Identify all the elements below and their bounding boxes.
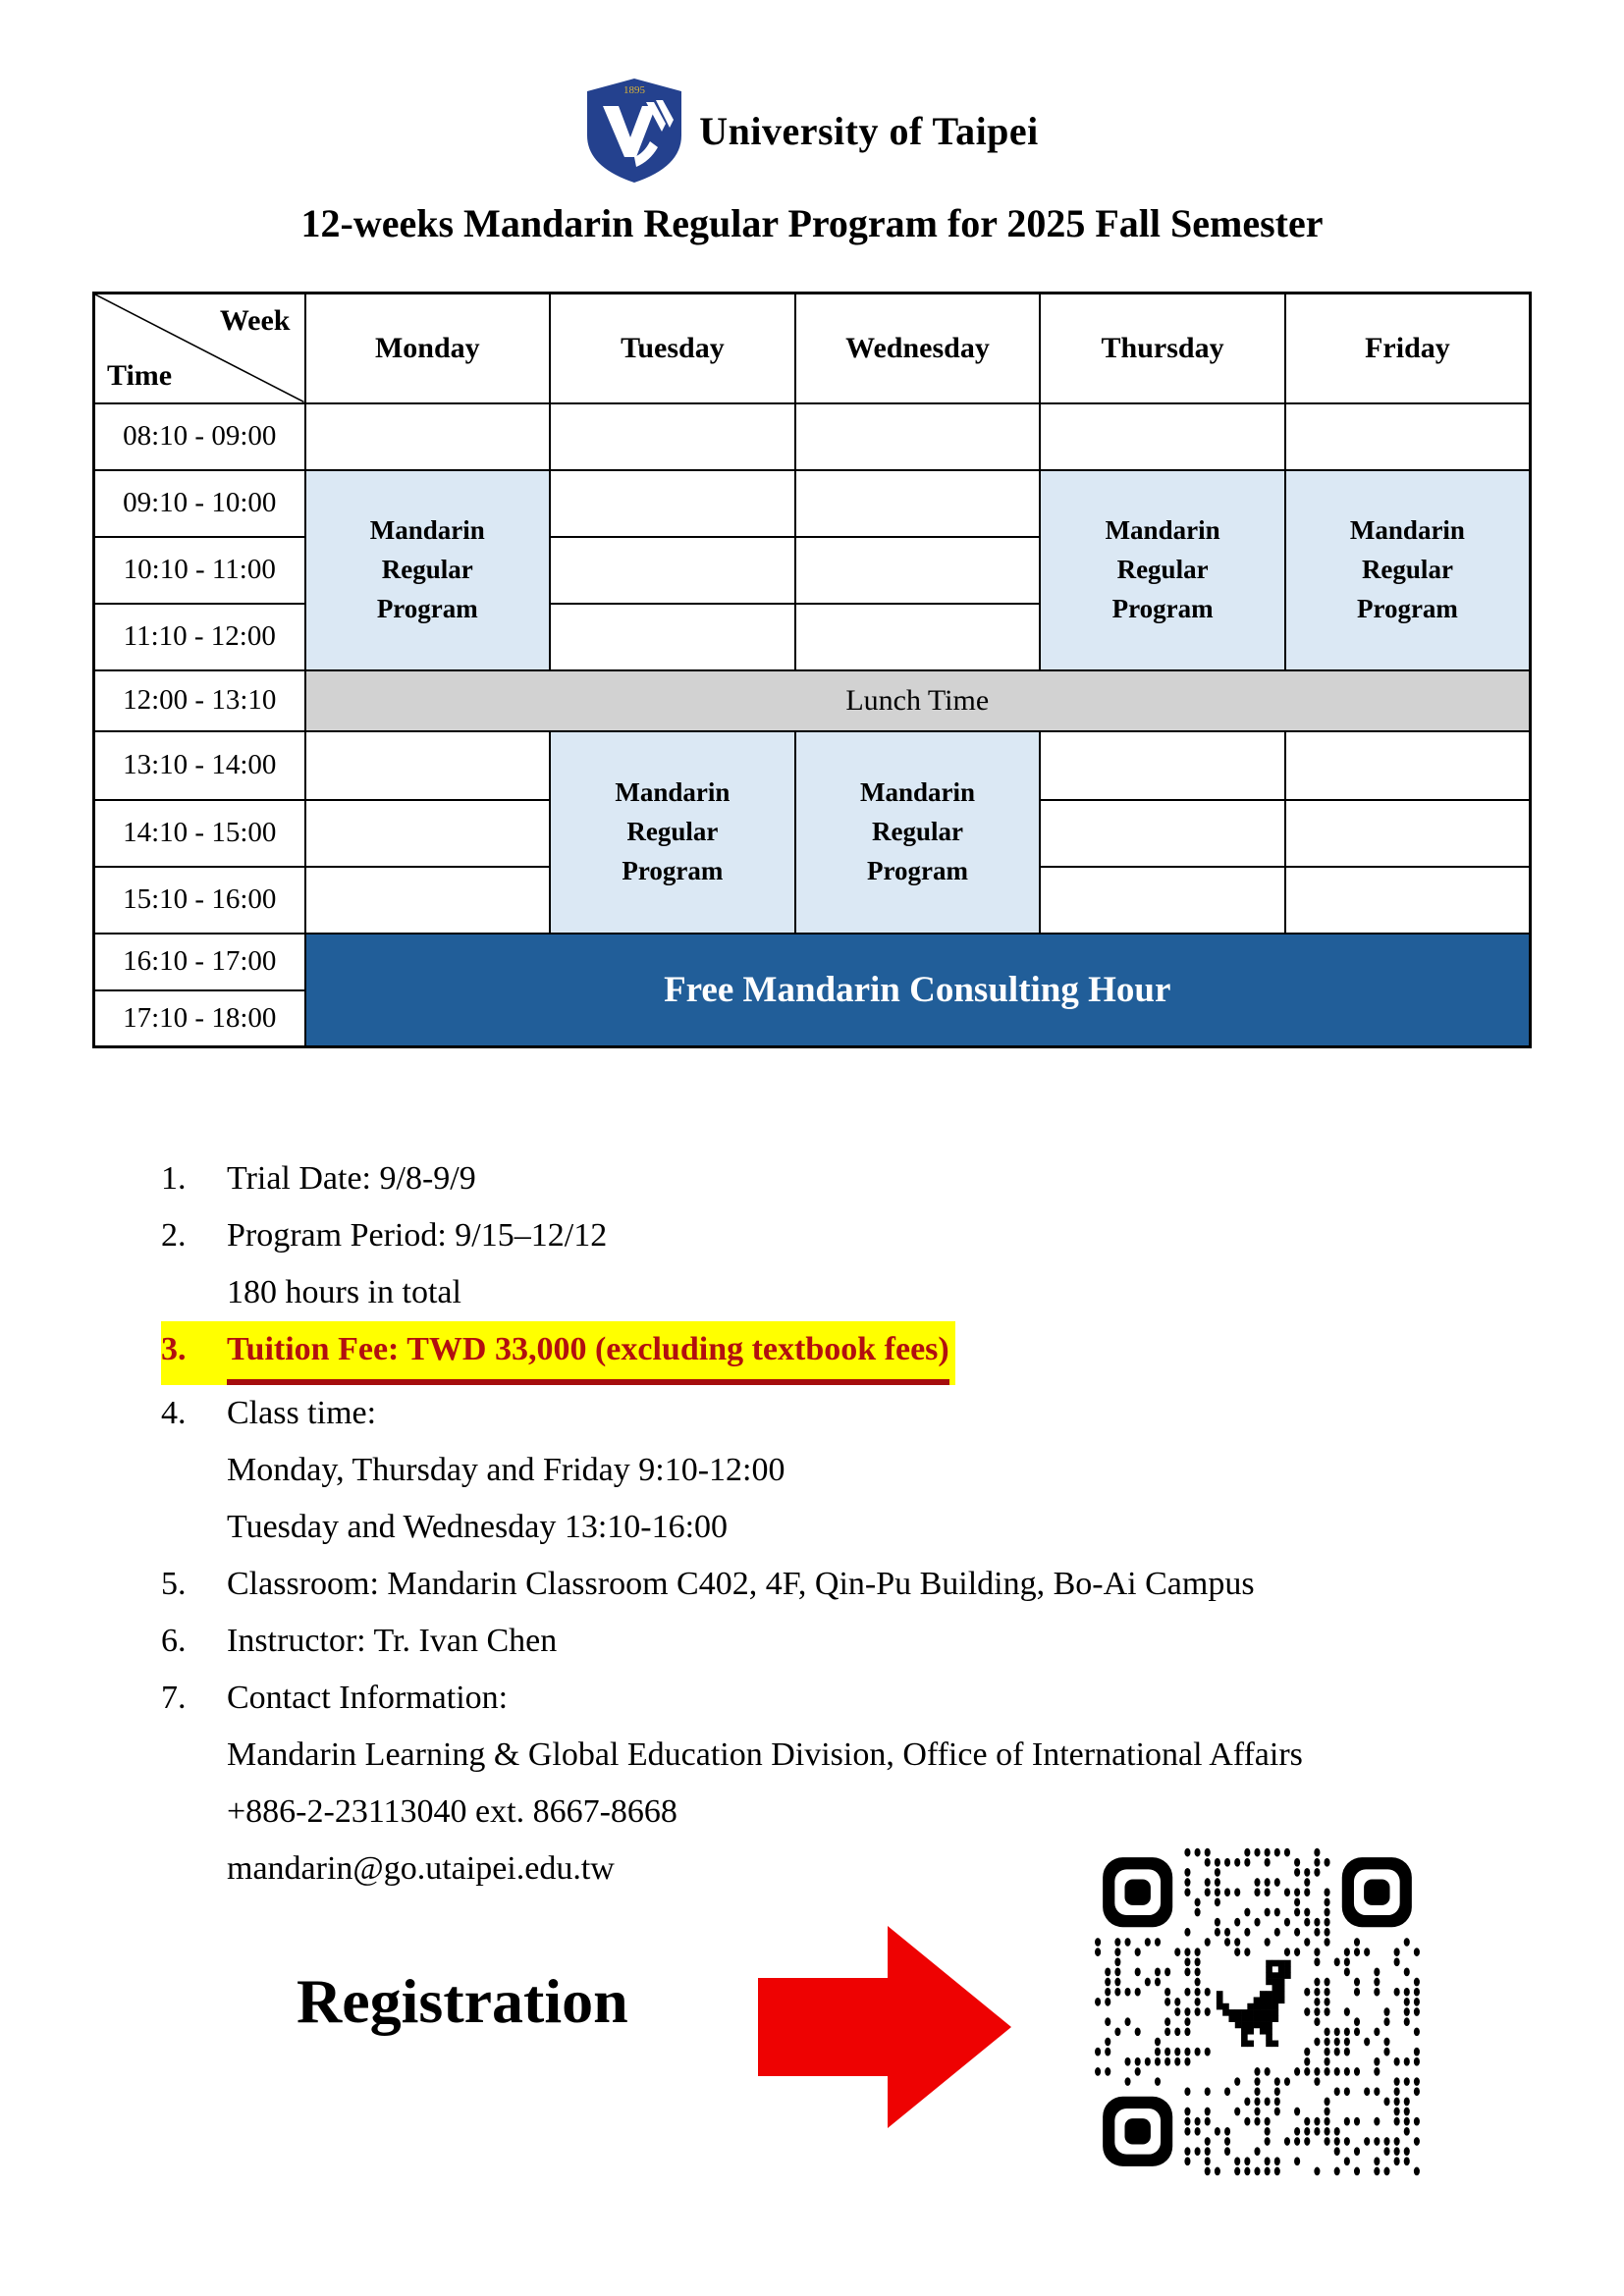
item-number: 2. [161, 1217, 187, 1254]
time-slot-cell: 08:10 - 09:00 [94, 403, 305, 470]
day-header-thursday: Thursday [1040, 294, 1285, 403]
empty-cell [1040, 403, 1285, 470]
list-item-continuation [161, 1499, 1624, 1556]
class-cell-monday-morning [305, 470, 551, 670]
class-label-line: Mandarin [1349, 515, 1465, 545]
item-text: Tuesday and Wednesday 13:10-16:00 [227, 1509, 729, 1545]
timetable [92, 292, 1532, 1048]
class-label-line: Regular [381, 555, 473, 584]
class-label-line: Program [1111, 594, 1214, 623]
time-slot-cell: 11:10 - 12:00 [94, 604, 305, 670]
class-cell-wednesday-afternoon [795, 731, 1041, 934]
class-label-line: Regular [1116, 555, 1209, 584]
corner-cell [94, 294, 305, 403]
class-label-line: Mandarin [859, 777, 975, 807]
item-number: 4. [161, 1395, 187, 1431]
item-text: Mandarin Learning & Global Education Division, Office of International Affairs [227, 1736, 1303, 1773]
item-number: 1. [161, 1160, 187, 1197]
time-slot-cell: 12:00 - 13:10 [94, 670, 305, 731]
lunch-cell: Lunch Time [305, 670, 1531, 731]
registration-label: Registration [297, 1966, 628, 2036]
list-item-highlighted [161, 1321, 955, 1385]
day-header-tuesday: Tuesday [550, 294, 795, 403]
time-slot-cell: 17:10 - 18:00 [94, 990, 305, 1047]
empty-cell [795, 604, 1041, 670]
class-label-line: Program [1356, 594, 1458, 623]
empty-cell [305, 867, 551, 934]
tuition-fee-text: Tuition Fee: TWD 33,000 (excluding textbook fees) [227, 1321, 949, 1385]
brand-header [0, 0, 1624, 185]
item-text: Classroom: Mandarin Classroom C402, 4F, Qin-Pu Building, Bo-Ai Campus [227, 1566, 1255, 1602]
class-label-line: Regular [626, 817, 719, 846]
item-text: 180 hours in total [227, 1274, 461, 1310]
contact-phone: +886-2-23113040 ext. 8667-8668 [227, 1793, 677, 1830]
corner-week-label: Week [219, 304, 291, 337]
contact-email: mandarin@go.utaipei.edu.tw [227, 1850, 615, 1887]
item-number: 5. [161, 1566, 187, 1602]
empty-cell [1285, 403, 1531, 470]
item-text: Monday, Thursday and Friday 9:10-12:00 [227, 1452, 785, 1488]
list-item-continuation [161, 1264, 1624, 1321]
list-item [161, 1670, 1624, 1727]
class-label-line: Mandarin [1105, 515, 1220, 545]
time-slot-cell: 15:10 - 16:00 [94, 867, 305, 934]
class-label-line: Program [867, 856, 968, 885]
empty-cell [1285, 800, 1531, 867]
item-number: 3. [161, 1331, 187, 1367]
class-label-line: Mandarin [369, 515, 485, 545]
empty-cell [795, 470, 1041, 537]
class-cell-thursday-morning [1040, 470, 1285, 670]
day-header-friday: Friday [1285, 294, 1531, 403]
list-item-continuation [161, 1442, 1624, 1499]
list-item [161, 1385, 1624, 1442]
empty-cell [305, 403, 551, 470]
time-slot-cell: 09:10 - 10:00 [94, 470, 305, 537]
item-text: Program Period: 9/15–12/12 [227, 1217, 608, 1254]
empty-cell [305, 731, 551, 800]
empty-cell [795, 403, 1041, 470]
list-item [161, 1613, 1624, 1670]
consulting-hour-cell: Free Mandarin Consulting Hour [305, 934, 1531, 1047]
item-number: 6. [161, 1623, 187, 1659]
arrow-right-icon [758, 1926, 1011, 2128]
item-text: Contact Information: [227, 1680, 509, 1716]
empty-cell [1040, 731, 1285, 800]
day-header-wednesday: Wednesday [795, 294, 1041, 403]
class-label-line: Regular [871, 817, 963, 846]
corner-time-label: Time [107, 358, 173, 392]
class-label-line: Regular [1361, 555, 1453, 584]
time-slot-cell: 16:10 - 17:00 [94, 934, 305, 990]
university-name: University of Taipei [699, 108, 1039, 153]
empty-cell [550, 403, 795, 470]
class-cell-tuesday-afternoon [550, 731, 795, 934]
program-title: 12-weeks Mandarin Regular Program for 2025 Fall Semester [300, 201, 1324, 245]
item-number: 7. [161, 1680, 187, 1716]
empty-cell [1040, 867, 1285, 934]
list-item-continuation [161, 1727, 1624, 1784]
list-item [161, 1556, 1624, 1613]
qr-code [1093, 1847, 1422, 2176]
class-cell-friday-morning [1285, 470, 1531, 670]
day-header-monday: Monday [305, 294, 551, 403]
university-logo-icon [585, 77, 683, 185]
empty-cell [550, 470, 795, 537]
time-slot-cell: 14:10 - 15:00 [94, 800, 305, 867]
empty-cell [305, 800, 551, 867]
item-text: Trial Date: 9/8-9/9 [227, 1160, 476, 1197]
details-list [161, 1150, 1624, 1897]
class-label-line: Mandarin [615, 777, 731, 807]
item-text: Class time: [227, 1395, 377, 1431]
class-label-line: Program [622, 856, 724, 885]
time-slot-cell: 10:10 - 11:00 [94, 537, 305, 604]
item-text: Instructor: Tr. Ivan Chen [227, 1623, 558, 1659]
list-item [161, 1150, 1624, 1207]
list-item-continuation [161, 1784, 1624, 1841]
empty-cell [1285, 731, 1531, 800]
logo-year-text: 1895 [623, 84, 646, 96]
empty-cell [550, 604, 795, 670]
list-item [161, 1207, 1624, 1264]
empty-cell [795, 537, 1041, 604]
empty-cell [1040, 800, 1285, 867]
empty-cell [550, 537, 795, 604]
time-slot-cell: 13:10 - 14:00 [94, 731, 305, 800]
class-label-line: Program [376, 594, 478, 623]
empty-cell [1285, 867, 1531, 934]
